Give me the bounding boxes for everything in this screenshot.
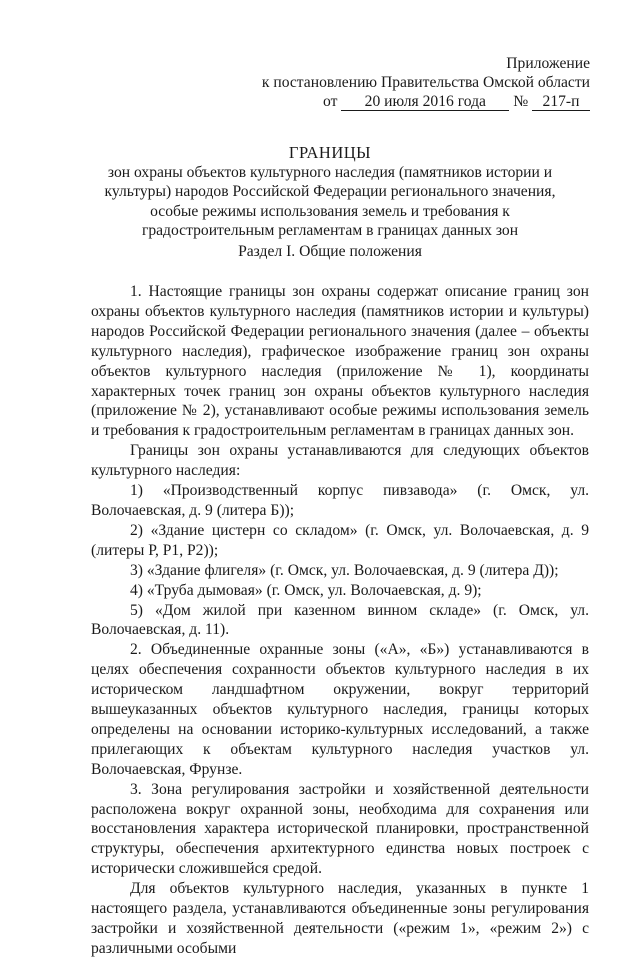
paragraph-4: 3. Зона регулирования застройки и хозяйственной деятельности расположена вокруг охранной зоны, необходима для сохранения или восстановления характера исторической планировки, пространственной структуры, обеспечения архитектурного единства новых построек с исторически сложившейся средой. <box>91 780 589 878</box>
paragraph-3: 2. Объединенные охранные зоны («А», «Б») устанавливаются в целях обеспечения сохранности объектов культурного наследия в их историческом ландшафтном окружении, вокруг территорий вышеуказанных объектов культурного наследия, границы которых определены на основании историко-культурных исследований, а также прилегающих к объектам культурного наследия участков ул. Волочаевская, Фрунзе. <box>91 641 589 778</box>
title-main: ГРАНИЦЫ <box>288 143 372 162</box>
appendix-label: Приложение <box>506 55 590 72</box>
list-item: 5) «Дом жилой при казенном винном складе» (г. Омск, ул. Волочаевская, д. 11). <box>91 601 589 639</box>
list-item: 2) «Здание цистерн со складом» (г. Омск, ул. Волочаевская, д. 9 (литеры Р, Р1, Р2)); <box>91 521 589 559</box>
decree-date-row <box>262 92 590 111</box>
paragraph-2: Границы зон охраны устанавливаются для следующих объектов культурного наследия: <box>91 442 589 480</box>
paragraph-1: 1. Настоящие границы зон охраны содержат описание границ зон охраны объектов культурного наследия (памятников истории и культуры) народов Российской Федерации регионального значения (далее – объекты культурного наследия), графическое изображение границ зон охраны объектов культурного наследия (приложение № 1), координаты характерных точек границ зон охраны объектов культурного наследия (приложение № 2), устанавливают особые режимы использования земель и требования к градостроительным регламентам в границах данных зон. <box>91 283 589 440</box>
document-header <box>262 54 590 111</box>
document-title <box>82 143 578 241</box>
number-label: № <box>513 93 529 110</box>
document-body <box>91 282 589 959</box>
paragraph-5: Для объектов культурного наследия, указанных в пункте 1 настоящего раздела, устанавливаются объединенные зоны регулирования застройки и хозяйственной деятельности («режим 1», «режим 2») с различными особыми <box>91 880 589 957</box>
section-heading: Раздел I. Общие положения <box>238 243 422 260</box>
decree-reference: к постановлению Правительства Омской области <box>261 74 590 91</box>
from-label: от <box>322 93 338 110</box>
decree-number: 217-п <box>532 93 590 111</box>
title-subtitle: зон охраны объектов культурного наследия (памятников истории и культуры) народов Российской Федерации регионального значения, особые режимы использования земель и требования к градостроительным регламентам в границах данных зон <box>104 163 556 239</box>
decree-date: 20 июля 2016 года <box>341 93 509 111</box>
list-item: 4) «Труба дымовая» (г. Омск, ул. Волочаевская, д. 9); <box>130 581 482 599</box>
list-item: 3) «Здание флигеля» (г. Омск, ул. Волочаевская, д. 9 (литера Д)); <box>130 561 559 579</box>
list-item: 1) «Производственный корпус пивзавода» (г. Омск, ул. Волочаевская, д. 9 (литера Б)); <box>91 482 589 519</box>
